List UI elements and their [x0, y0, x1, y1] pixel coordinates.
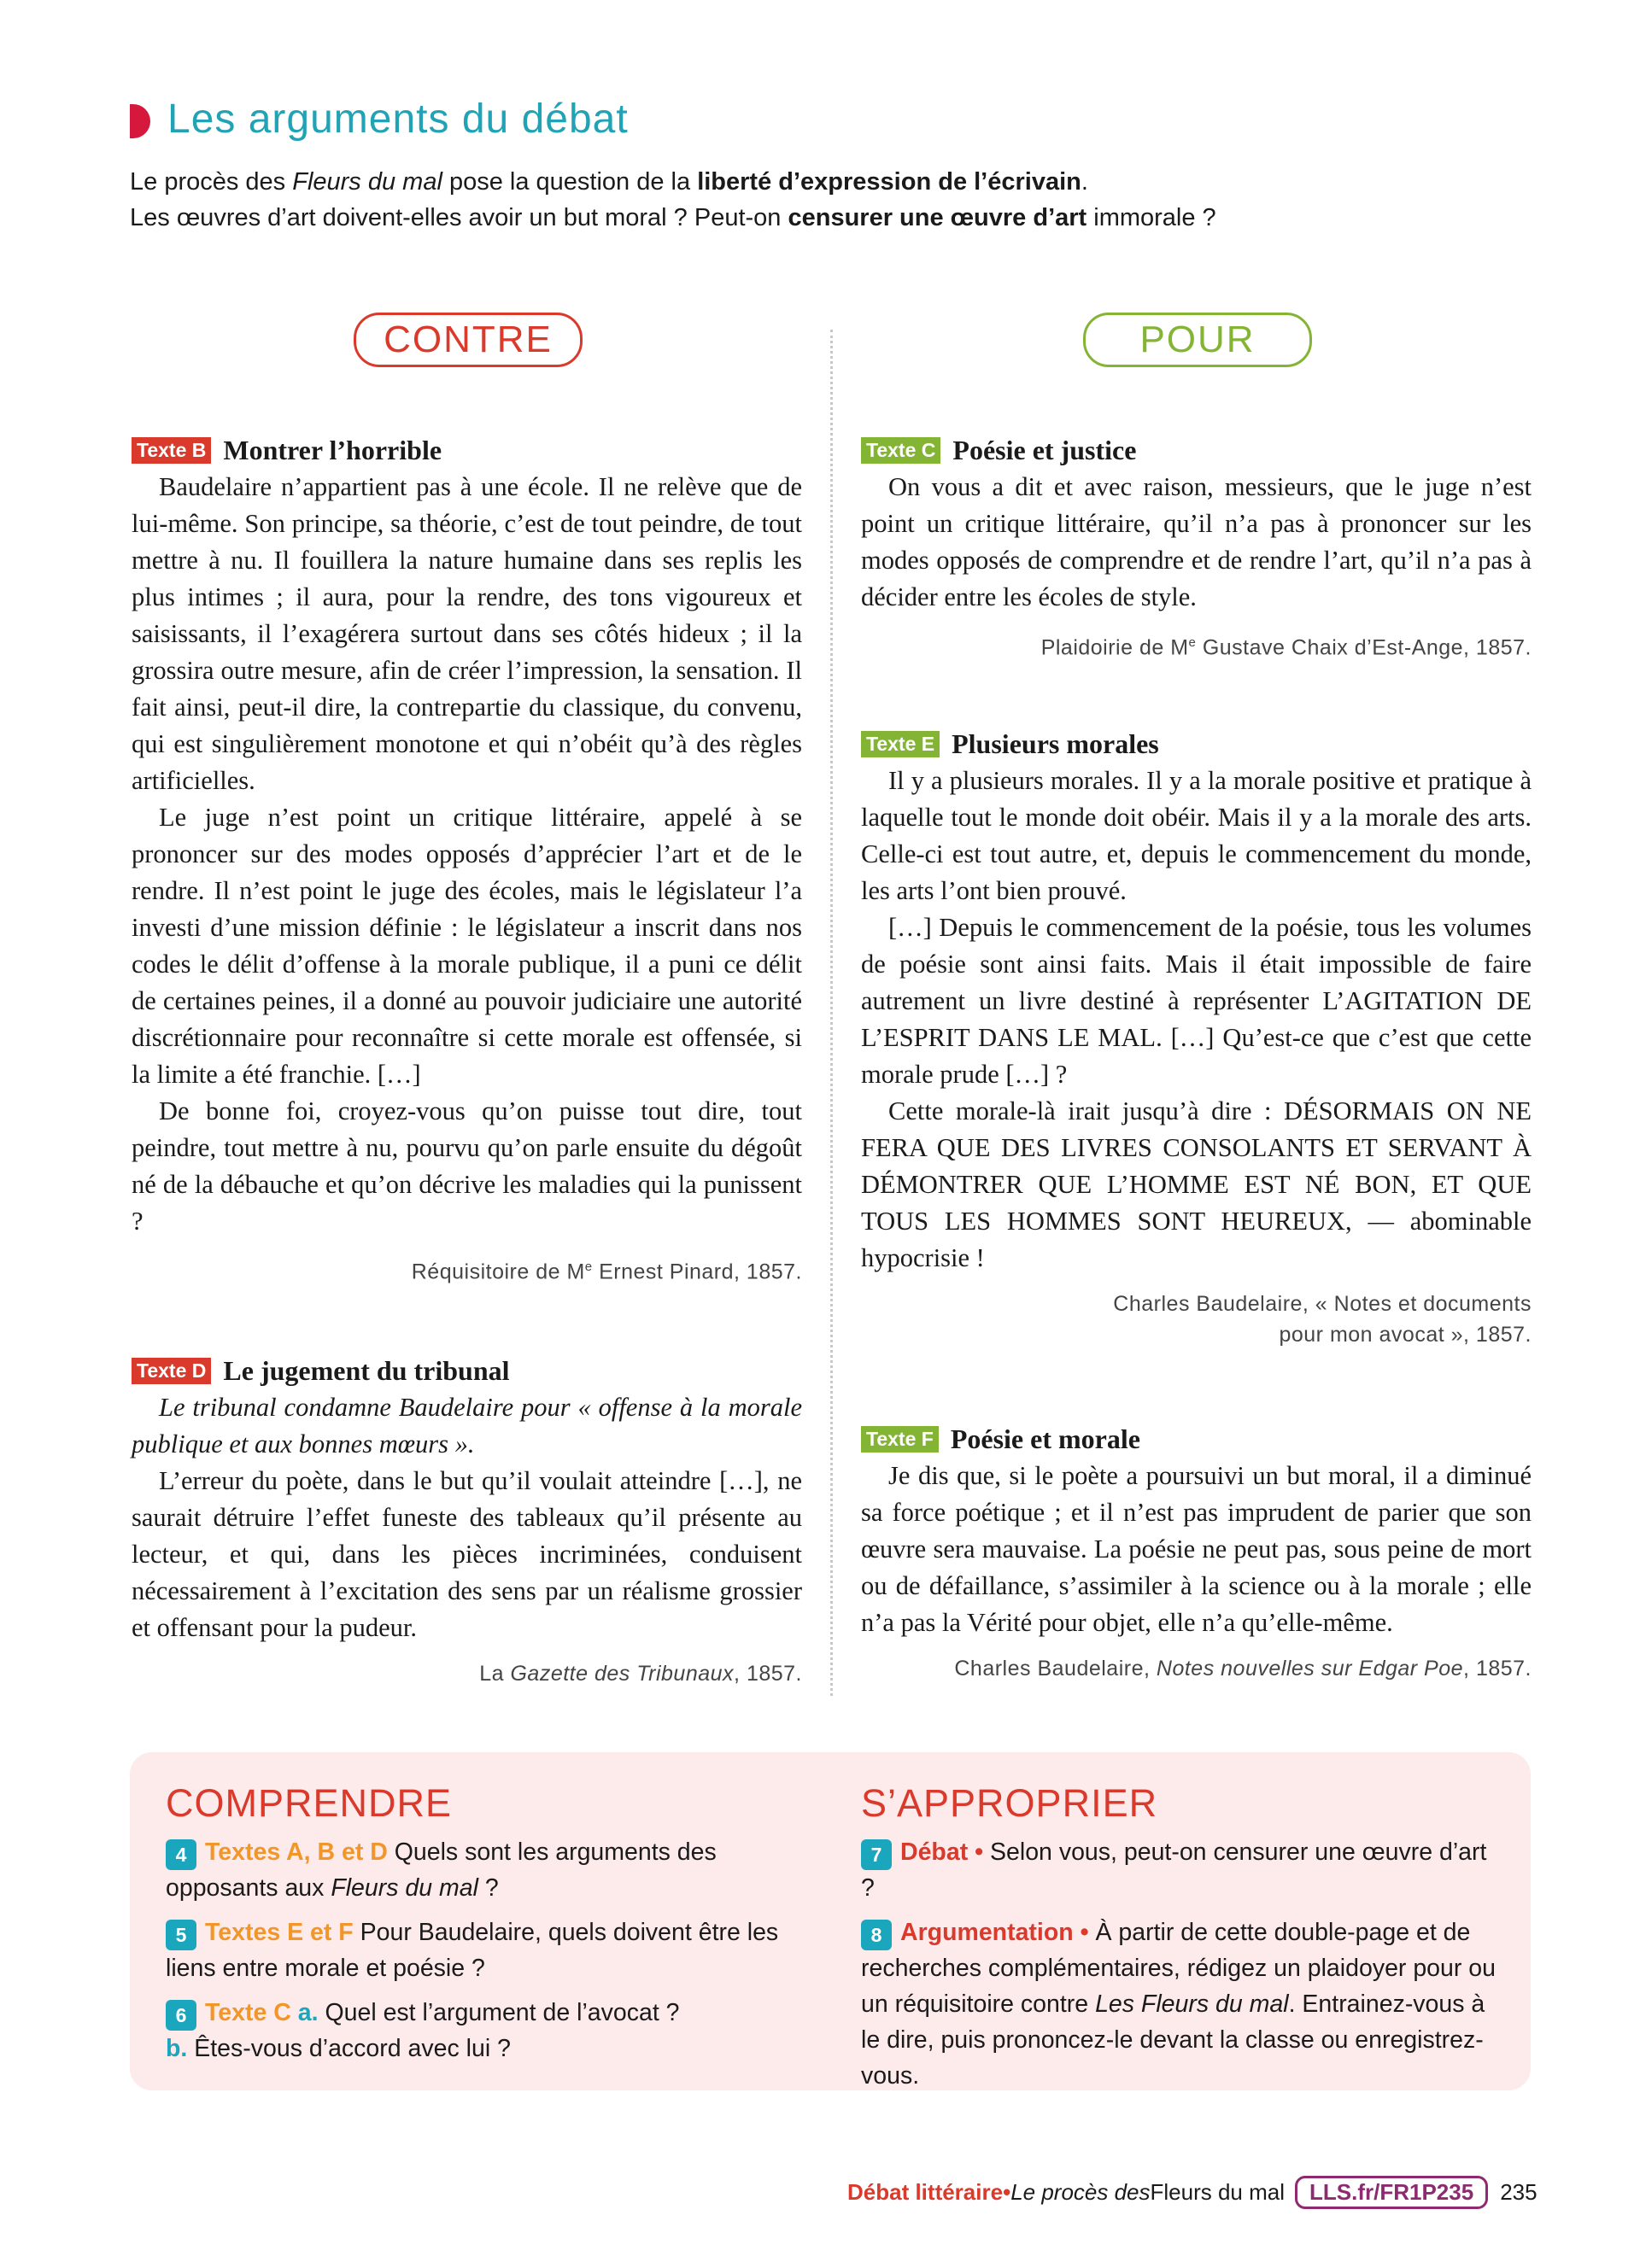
question-text: Quel est l’argument de l’avocat ? [318, 1999, 680, 2026]
footer-keyword: Débat littéraire [847, 2179, 1004, 2205]
intro-text: pose la question de la [442, 168, 698, 196]
intro-italic: Fleurs du mal [292, 168, 442, 196]
source-text: Réquisitoire de M [411, 1260, 585, 1284]
text-c-badge: Texte C [861, 437, 940, 464]
text-b-paragraph: Baudelaire n’appartient pas à une école. Il ne relève que de lui-même. Son principe, sa théorie, c’est de tout peindre, de tout mettre à nu. Il fouillera la nature humaine dans ses replis les plus intimes ; il aura, pour la rendre, des tons vigoureux et saisissants, il l’exagérera surtout dans ses côtés hideux ; il la grossira outre mesure, afin de créer l’impression, la sensation. Il fait ainsi, peut-il dire, la contrepartie du classique, du convenu, qui est singulièrement monotone et qui n’obéit qu’à des règles artificielles. [132, 472, 802, 795]
text-e-title: Plusieurs morales [952, 728, 1159, 759]
text-b-paragraph: De bonne foi, croyez-vous qu’on puisse tout dire, tout peindre, tout mettre à nu, pourvu qu’on parle ensuite du dégoût né de la débauche et qu’on décrive les maladies qui la punissent ? [132, 1096, 802, 1236]
question-text: ? [477, 1874, 499, 1902]
intro-text: . [1081, 168, 1088, 196]
source-text: Ernest Pinard, 1857. [592, 1260, 802, 1284]
page-footer [847, 2176, 1538, 2209]
question-7 [861, 1834, 1498, 1906]
footer-text: Fleurs du mal [1150, 2179, 1286, 2205]
text-e-paragraph: […] Depuis le commencement de la poésie, tous les volumes de poésie sont ainsi faits. Mais il était impossible de faire autrement un livre destiné à représenter L’AGITATION DE L’ESPRIT DANS LE MAL. […] Qu’est-ce que c’est que cette morale prude […] ? [861, 913, 1532, 1089]
source-text: Charles Baudelaire, « Notes et documents [1113, 1292, 1532, 1316]
question-text: Pour Baudelaire, quels doivent être les liens entre morale et poésie ? [166, 1919, 779, 1982]
question-italic: Les Fleurs du mal [1095, 1990, 1289, 2018]
text-d-source [132, 1658, 802, 1689]
text-f-source [861, 1653, 1532, 1684]
text-b [132, 432, 802, 1287]
text-b-title: Montrer l’horrible [223, 435, 442, 465]
source-text: Gustave Chaix d’Est-Ange, 1857. [1196, 635, 1532, 660]
text-e-paragraph: Cette morale-là irait jusqu’à dire : DÉSORMAIS ON NE FERA QUE DES LIVRES CONSOLANTS ET SERVANT À DÉMONTRER QUE L’HOMME EST NÉ BON, ET QUE TOUS LES HOMMES SONT HEUREUX, — abominable hypocrisie ! [861, 1096, 1532, 1272]
question-keyword: Argumentation [900, 1919, 1074, 1946]
source-text: , 1857. [1463, 1657, 1532, 1681]
sapproprier-title: S’APPROPRIER [861, 1781, 1158, 1825]
source-sup: e [584, 1260, 593, 1274]
intro-text: Les œuvres d’art doivent-elles avoir un but moral ? Peut-on [130, 204, 788, 231]
text-d-intro-italic: Le tribunal condamne Baudelaire pour « offense à la morale publique et aux bonnes mœurs ». [132, 1393, 802, 1458]
text-d-heading [132, 1353, 802, 1389]
text-c-title: Poésie et justice [952, 435, 1137, 465]
comprendre-section [166, 1781, 803, 2066]
question-text: Quels sont les arguments des opposants aux [166, 1838, 717, 1902]
footer-italic: Le procès des [1010, 2179, 1151, 2205]
question-5 [166, 1914, 803, 1986]
source-italic: Gazette des Tribunaux [510, 1662, 735, 1686]
question-text: Êtes-vous d’accord avec lui ? [187, 2035, 511, 2062]
question-number-badge: 8 [861, 1920, 892, 1950]
text-e-source [861, 1289, 1532, 1350]
source-text: pour mon avocat », 1857. [1279, 1323, 1532, 1347]
page-number: 235 [1500, 2179, 1538, 2205]
section-marker-icon [130, 104, 150, 138]
question-number-badge: 5 [166, 1920, 196, 1950]
question-sub-label: b. [166, 2035, 188, 2062]
source-text: Plaidoirie de M [1040, 635, 1189, 660]
source-italic: Notes nouvelles sur Edgar Poe [1156, 1657, 1464, 1681]
question-6 [166, 1995, 803, 2066]
question-text: Selon vous, peut-on censurer une œuvre d’art ? [861, 1838, 1487, 1902]
text-b-source [132, 1252, 802, 1287]
sapproprier-section [861, 1781, 1498, 2094]
contre-label: CONTRE [354, 313, 583, 367]
question-italic: Fleurs du mal [331, 1874, 478, 1902]
pour-label: POUR [1083, 313, 1312, 367]
intro-text: immorale ? [1086, 204, 1216, 231]
question-4 [166, 1834, 803, 1906]
text-c-paragraph: On vous a dit et avec raison, messieurs, que le juge n’est point un critique littéraire, qu’il n’a pas à prononcer sur les modes opposés de comprendre et de rendre l’art, qu’il n’a pas à décider entre les écoles de style. [861, 472, 1532, 611]
question-text: . Entrainez-vous à le dire, puis prononcez-le devant la classe ou enregistrez-vous. [861, 1990, 1485, 2090]
text-f [861, 1421, 1532, 1684]
question-sub-label: a. [290, 1999, 319, 2026]
question-separator: • [1073, 1919, 1096, 1946]
question-keyword: Textes E et F [205, 1919, 354, 1946]
text-d-paragraph [132, 1389, 802, 1463]
question-separator: • [968, 1838, 991, 1866]
text-f-title: Poésie et morale [950, 1423, 1140, 1454]
text-e-heading [861, 726, 1532, 763]
text-f-badge: Texte F [861, 1426, 939, 1453]
question-keyword: Textes A, B et D [205, 1838, 388, 1866]
source-text: Charles Baudelaire, [954, 1657, 1157, 1681]
text-d [132, 1353, 802, 1689]
footer-separator: • [1003, 2179, 1011, 2205]
question-keyword: Texte C [205, 1999, 291, 2026]
question-number-badge: 4 [166, 1839, 196, 1870]
text-c [861, 432, 1532, 663]
question-keyword: Débat [900, 1838, 969, 1866]
text-e [861, 726, 1532, 1350]
text-b-paragraph: Le juge n’est point un critique littéraire, appelé à se prononcer sur des modes opposés d’apprécier l’art et de le rendre. Il n’est point le juge des écoles, mais le législateur l’a investi d’une mission définie : le législateur a inscrit dans nos codes le délit d’offense à la morale publique, il a puni ce délit de certaines peines, il a donné au pouvoir judiciaire une autorité discrétionnaire pour reconnaître si cette morale est offensée, si la limite a été franchie. […] [132, 803, 802, 1089]
question-number-badge: 7 [861, 1839, 892, 1870]
comprendre-title: COMPRENDRE [166, 1781, 453, 1825]
source-text: La [479, 1662, 511, 1686]
text-c-heading [861, 432, 1532, 469]
text-c-source [861, 628, 1532, 663]
intro-text: Le procès des [130, 168, 293, 196]
text-b-heading [132, 432, 802, 469]
section-intro [130, 164, 1531, 236]
text-f-paragraph: Je dis que, si le poète a poursuivi un but moral, il a diminué sa force poétique ; et il n’est pas imprudent de parier que son œuvre sera mauvaise. La poésie ne peut pas, sous peine de mort ou de défaillance, s’assimiler à la science ou à la morale ; elle n’a pas la Vérité pour objet, elle n’a qu’elle-même. [861, 1461, 1532, 1637]
source-text: , 1857. [734, 1662, 802, 1686]
question-number-badge: 6 [166, 2000, 196, 2031]
column-divider [830, 330, 833, 1696]
text-f-heading [861, 1421, 1532, 1458]
text-d-title: Le jugement du tribunal [223, 1355, 510, 1386]
footer-link[interactable]: LLS.fr/FR1P235 [1295, 2176, 1488, 2209]
intro-bold: liberté d’expression de l’écrivain [697, 168, 1081, 196]
section-title: Les arguments du débat [167, 96, 629, 142]
intro-bold: censurer une œuvre d’art [788, 204, 1087, 231]
text-b-badge: Texte B [132, 437, 211, 464]
text-e-paragraph: Il y a plusieurs morales. Il y a la morale positive et pratique à laquelle tout le monde doit obéir. Mais il y a la morale des arts. Celle-ci est tout autre, et, depuis le commencement du monde, les arts l’ont bien prouvé. [861, 766, 1532, 905]
text-d-badge: Texte D [132, 1358, 211, 1384]
question-8 [861, 1914, 1498, 2094]
text-e-badge: Texte E [861, 731, 940, 757]
source-sup: e [1188, 635, 1197, 650]
text-d-paragraph: L’erreur du poète, dans le but qu’il voulait atteindre […], ne saurait détruire l’effet funeste des tableaux qu’il présente au lecteur, et qui, dans les pièces incriminées, conduisent nécessairement à l’excitation des sens par un réalisme grossier et offensant pour la pudeur. [132, 1466, 802, 1642]
question-text: À partir de cette double-page et de recherches complémentaires, rédigez un plaidoyer pour ou un réquisitoire contre [861, 1919, 1496, 2018]
